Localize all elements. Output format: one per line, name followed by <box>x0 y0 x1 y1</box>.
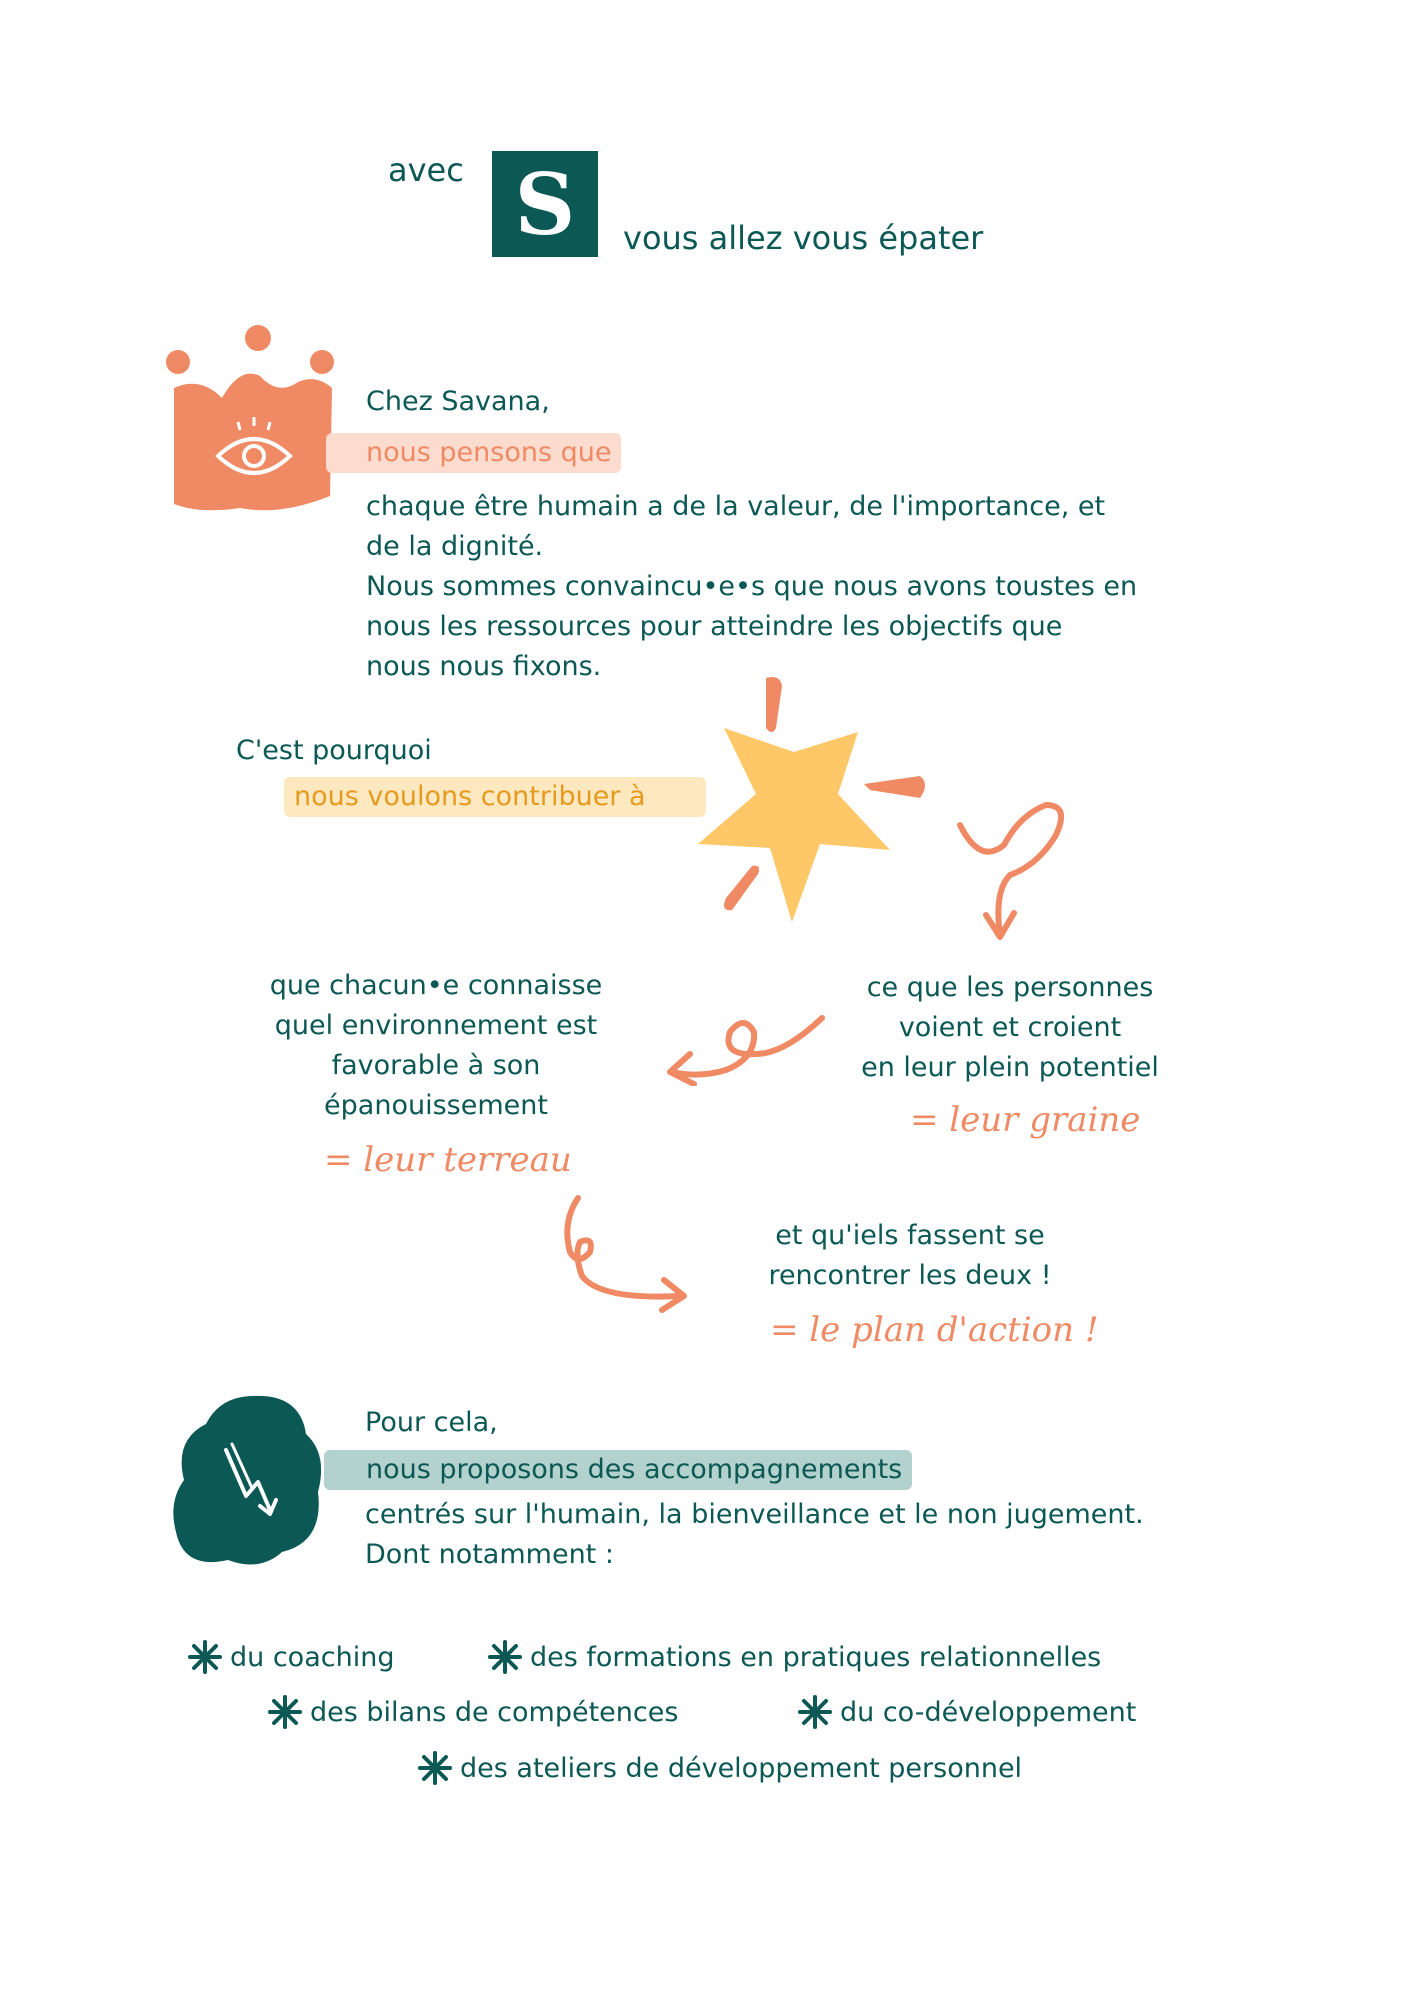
section3-highlight: nous proposons des accompagnements <box>324 1450 912 1490</box>
service-item <box>418 1751 1022 1785</box>
section1-intro: Chez Savana, <box>366 386 550 417</box>
section3-line: Dont notamment : <box>365 1539 614 1570</box>
goal-bottom <box>720 1216 1100 1296</box>
service-label: des ateliers de développement personnel <box>460 1752 1023 1784</box>
goal-left-line: que chacun•e connaisse <box>269 970 603 1001</box>
section2-highlight: nous voulons contribuer à <box>284 777 706 817</box>
goal-right-line: en leur plein potentiel <box>861 1052 1159 1083</box>
section1-line: nous nous fixons. <box>366 651 602 682</box>
goal-bottom-line: rencontrer les deux ! <box>768 1260 1052 1291</box>
service-label: du coaching <box>230 1641 395 1673</box>
section1-highlight: nous pensons que <box>326 433 621 473</box>
asterisk-icon <box>488 1640 522 1674</box>
asterisk-icon <box>798 1695 832 1729</box>
goal-bottom-line: et qu'iels fassent se <box>775 1220 1045 1251</box>
header-prefix: avec <box>388 151 464 189</box>
section1-line: chaque être humain a de la valeur, de l'importance, et <box>366 491 1106 522</box>
goal-left-script: = leur terreau <box>324 1140 572 1180</box>
goal-left-line: quel environnement est <box>274 1010 598 1041</box>
section3-body <box>365 1495 1144 1575</box>
curly-arrow-icon <box>950 795 1070 945</box>
goal-bottom-script: = le plan d'action ! <box>770 1310 1099 1350</box>
service-item <box>488 1640 1101 1674</box>
section2-intro: C'est pourquoi <box>236 735 432 766</box>
savana-logo <box>492 151 598 257</box>
section3-intro: Pour cela, <box>365 1407 498 1438</box>
curly-arrow-icon <box>560 1192 700 1322</box>
goal-left-line: épanouissement <box>324 1090 548 1121</box>
goal-left <box>236 966 636 1126</box>
goal-right-line: voient et croient <box>898 1012 1122 1043</box>
goal-left-line: favorable à son <box>331 1050 541 1081</box>
service-label: du co-développement <box>840 1696 1137 1728</box>
section1-line: Nous sommes convaincu•e•s que nous avons toustes en <box>366 571 1138 602</box>
service-label: des bilans de compétences <box>310 1696 679 1728</box>
crown-eye-icon <box>160 318 340 518</box>
goal-right-line: ce que les personnes <box>866 972 1154 1003</box>
cloud-lightning-icon <box>172 1392 322 1572</box>
goal-right-script: = leur graine <box>910 1100 1141 1140</box>
asterisk-icon <box>188 1640 222 1674</box>
goal-right <box>820 968 1200 1088</box>
section1-line: nous les ressources pour atteindre les objectifs que <box>366 611 1063 642</box>
service-item <box>798 1695 1136 1729</box>
curly-arrow-icon <box>664 1006 828 1086</box>
logo-letter: S <box>514 154 576 254</box>
asterisk-icon <box>418 1751 452 1785</box>
asterisk-icon <box>268 1695 302 1729</box>
section1-line: de la dignité. <box>366 531 544 562</box>
service-item <box>188 1640 394 1674</box>
service-label: des formations en pratiques relationnelles <box>530 1641 1102 1673</box>
section1-body <box>366 487 1137 687</box>
star-burst-icon <box>690 672 950 932</box>
header-tagline: vous allez vous épater <box>623 219 984 257</box>
section3-line: centrés sur l'humain, la bienveillance et le non jugement. <box>365 1499 1144 1530</box>
service-item <box>268 1695 678 1729</box>
